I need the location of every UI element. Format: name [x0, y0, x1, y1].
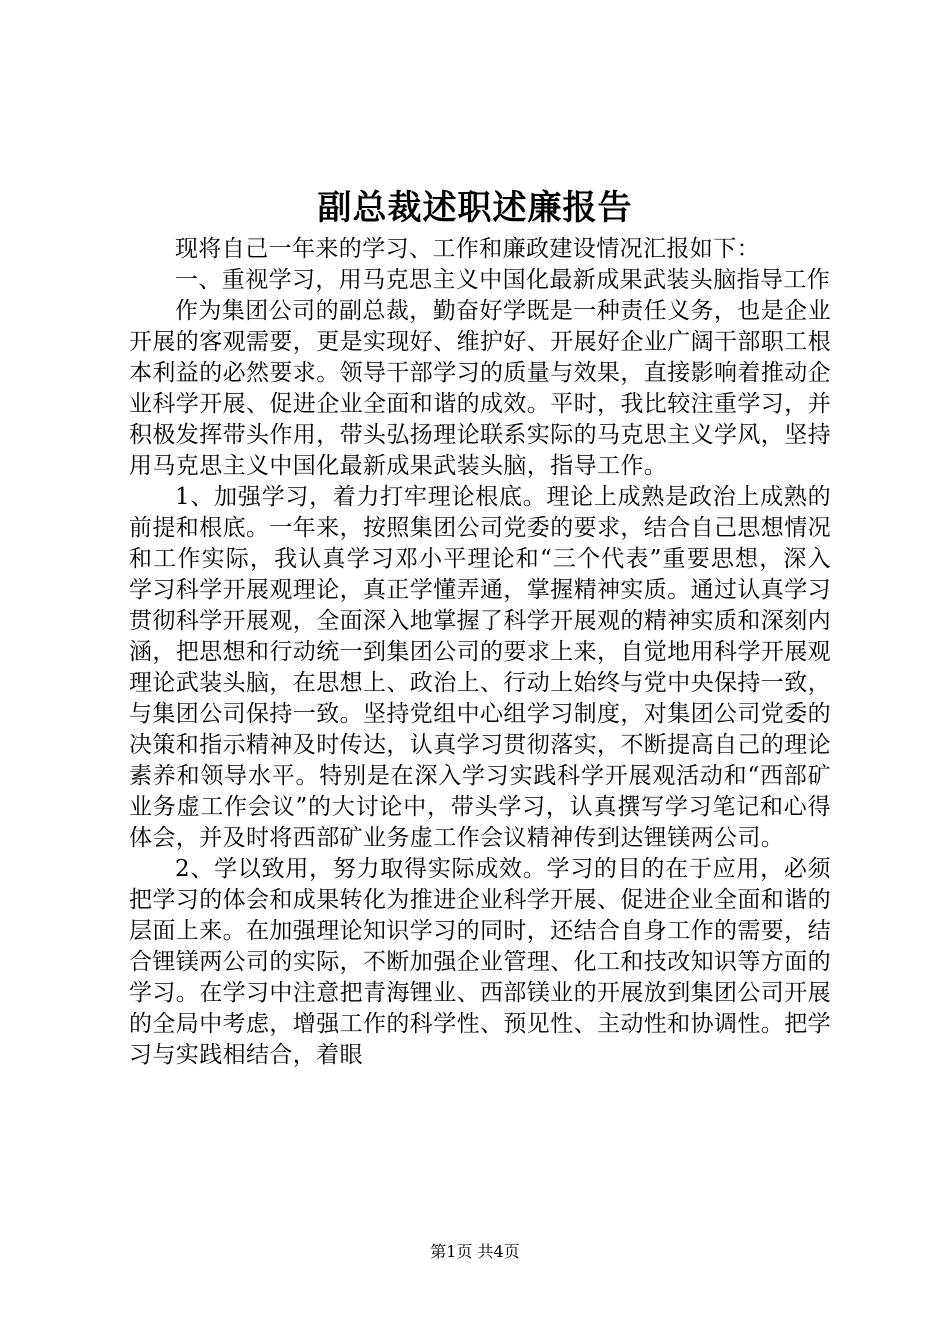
section-heading-1: 一、重视学习，用马克思主义中国化最新成果武装头脑指导工作	[175, 267, 831, 293]
body-paragraph-2: 1、加强学习，着力打牢理论根底。理论上成熟是政治上成熟的前提和根底。一年来，按照集团公司党委的要求，结合自己思想情况和工作实际，我认真学习邓小平理论和“三个代表”重要思想，深入学习科学开展观理论，真正学懂弄通，掌握精神实质。通过认真学习贯彻科学开展观，全面深入地掌握了科学开展观的精神实质和深刻内涵，把思想和行动统一到集团公司的要求上来，自觉地用科学开展观理论武装头脑，在思想上、政治上、行动上始终与党中央保持一致，与集团公司保持一致。坚持党组中心组学习制度，对集团公司党委的决策和指示精神及时传达，认真学习贯彻落实，不断提高自己的理论素养和领导水平。特别是在深入学习实践科学开展观活动和“西部矿业务虚工作会议”的大讨论中，带头学习，认真撰写学习笔记和心得体会，并及时将西部矿业务虚工作会议精神传到达锂镁两公司。	[129, 484, 831, 851]
document-title: 副总裁述职述廉报告	[317, 188, 633, 228]
page-footer: 第1页 共4页	[430, 1242, 520, 1261]
document-body	[129, 234, 831, 1071]
body-paragraph-3: 2、学以致用，努力取得实际成效。学习的目的在于应用，必须把学习的体会和成果转化为推进企业科学开展、促进企业全面和谐的层面上来。在加强理论知识学习的同时，还结合自身工作的需要，结合锂镁两公司的实际，不断加强企业管理、化工和技改知识等方面的学习。在学习中注意把青海锂业、西部镁业的开展放到集团公司开展的全局中考虑，增强工作的科学性、预见性、主动性和协调性。把学习与实践相结合，着眼	[129, 856, 831, 1068]
intro-paragraph: 现将自己一年来的学习、工作和廉政建设情况汇报如下：	[175, 236, 760, 262]
body-paragraph-1: 作为集团公司的副总裁，勤奋好学既是一种责任义务，也是企业开展的客观需要，更是实现好、维护好、开展好企业广阔干部职工根本利益的必然要求。领导干部学习的质量与效果，直接影响着推动企业科学开展、促进企业全面和谐的成效。平时，我比较注重学习，并积极发挥带头作用，带头弘扬理论联系实际的马克思主义学风，坚持用马克思主义中国化最新成果武装头脑，指导工作。	[129, 298, 831, 479]
